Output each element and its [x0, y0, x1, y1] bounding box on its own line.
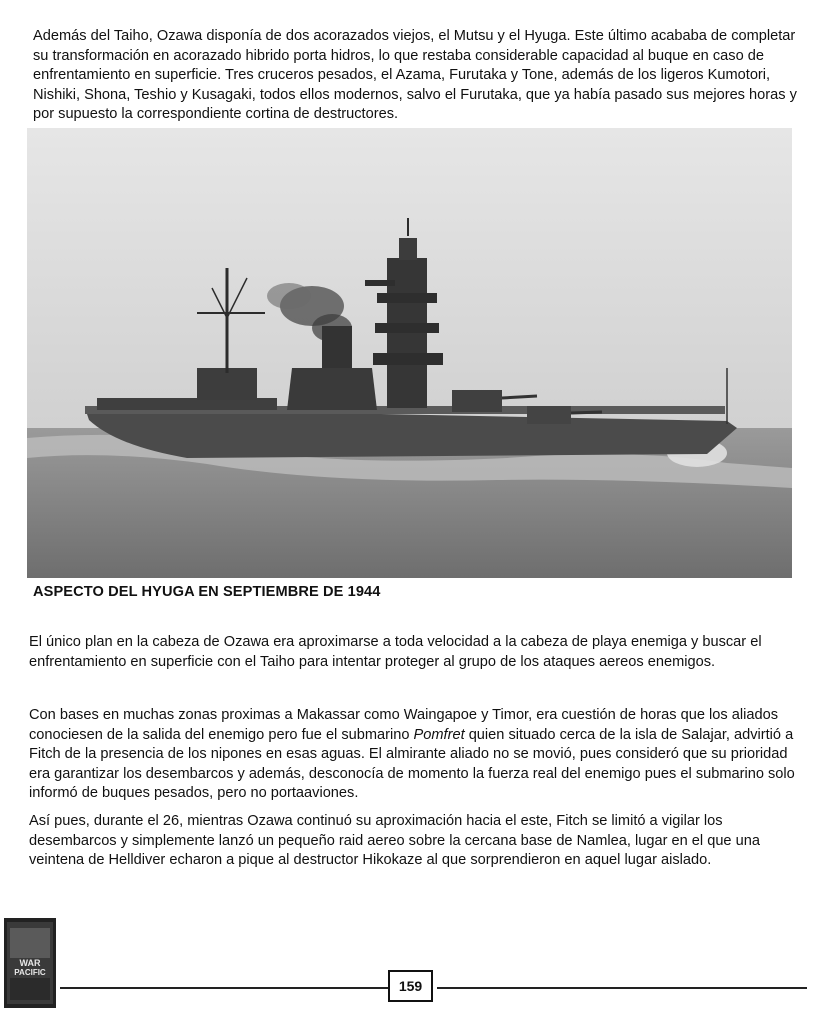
- dvd-title-line1: WAR: [19, 958, 41, 968]
- footer-rule-right: [437, 987, 807, 989]
- bases-text-before: Con bases en muchas zonas proximas a Makassar como Waingapoe y Timor, era cuestión de horas que los aliados conociesen de la salida del enemigo pero fue el submarino: [29, 707, 778, 743]
- hyuga-battleship-photo: [27, 128, 792, 578]
- footer-rule-left: [60, 987, 388, 989]
- final-paragraph: Así pues, durante el 26, mientras Ozawa continuó su aproximación hacia el este, Fitch se limitó a vigilar los desembarcos y simplemente lanzó un pequeño raid aereo sobre la cercana base de Namlea, lugar en el que una veintena de Helldiver echaron a pique al destructor Hikokaze al que sorprendieron en aquel lugar aislado.: [29, 813, 760, 868]
- photo-caption: ASPECTO DEL HYUGA EN SEPTIEMBRE DE 1944: [33, 584, 381, 600]
- plan-paragraph: El único plan en la cabeza de Ozawa era aproximarse a toda velocidad a la cabeza de playa enemiga y buscar el enfrentamiento en superficie con el Taiho para intentar proteger al grupo de los ataques aereos enemigos.: [29, 634, 762, 670]
- page-number: 159: [388, 970, 433, 1002]
- dvd-title-line2: PACIFIC: [14, 968, 46, 977]
- dvd-cover-image: [4, 918, 56, 1008]
- bases-paragraph: [29, 706, 799, 804]
- bases-text-after: quien situado cerca de la isla de Salajar, advirtió a Fitch de la presencia de los nipones en esas aguas. El almirante aliado no se movió, pues consideró que su prioridad era garantizar los desembarcos y además, desconocía de momento la fuerza real del enemigo pues el submarino solo informó de buques pesados, pero no portaaviones.: [29, 726, 795, 801]
- submarine-name: Pomfret: [413, 726, 465, 743]
- intro-paragraph: Además del Taiho, Ozawa disponía de dos acorazados viejos, el Mutsu y el Hyuga. Este último acababa de completar su transformación en acorazado hibrido porta hidros, lo que restaba considerable capacidad al buque en caso de enfrentamiento en superficie. Tres cruceros pesados, el Azama, Furutaka y Tone, además de los ligeros Kumotori, Nishiki, Shona, Teshio y Kusagaki, todos ellos modernos, salvo el Furutaka, que ya había pasado sus mejores horas y por supuesto la correspondiente cortina de destructores.: [33, 28, 797, 122]
